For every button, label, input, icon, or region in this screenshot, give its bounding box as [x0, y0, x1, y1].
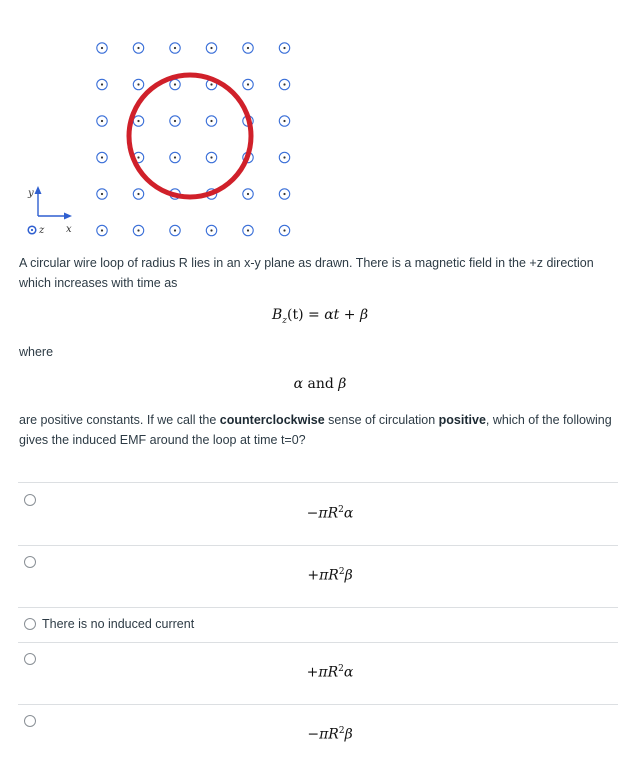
option-1-radio[interactable] — [24, 494, 36, 506]
field-out-of-page-icon — [97, 152, 107, 162]
option-3-radio[interactable] — [24, 618, 36, 630]
field-out-of-page-icon — [170, 79, 180, 89]
field-out-of-page-icon — [170, 225, 180, 235]
question-intro: A circular wire loop of radius R lies in an x-y plane as drawn. There is a magnetic field in the +z direction which increases with time as — [19, 256, 594, 290]
field-out-of-page-icon — [170, 152, 180, 162]
field-out-of-page-icon — [206, 225, 216, 235]
option-divider — [18, 642, 618, 643]
wire-loop — [129, 75, 251, 197]
field-out-of-page-icon — [133, 225, 143, 235]
field-out-of-page-icon — [206, 116, 216, 126]
field-out-of-page-icon — [279, 79, 289, 89]
field-out-of-page-icon — [170, 116, 180, 126]
field-out-of-page-icon — [279, 152, 289, 162]
option-2-formula: $+\pi R^2\beta$ — [307, 567, 353, 584]
option-divider — [18, 545, 618, 546]
field-out-of-page-icon — [243, 43, 253, 53]
field-out-of-page-icon — [279, 116, 289, 126]
field-out-of-page-icon — [97, 43, 107, 53]
field-out-of-page-icon — [97, 116, 107, 126]
axes-indicator — [27, 186, 72, 236]
field-out-of-page-icon — [170, 43, 180, 53]
field-out-of-page-icon — [133, 189, 143, 199]
field-out-of-page-icon — [206, 152, 216, 162]
field-out-of-page-icon — [206, 43, 216, 53]
option-1-formula: $-\pi R^2\alpha$ — [306, 505, 354, 522]
field-out-of-page-icon — [97, 225, 107, 235]
magnetic-field-figure — [22, 34, 312, 244]
option-divider — [18, 607, 618, 608]
field-out-of-page-icon — [133, 116, 143, 126]
option-5-radio[interactable] — [24, 715, 36, 727]
field-out-of-page-icon — [243, 225, 253, 235]
field-out-of-page-icon — [97, 79, 107, 89]
field-out-of-page-icon — [133, 79, 143, 89]
field-equation: $B_z(t) = \alpha t + \beta$ — [271, 307, 369, 326]
field-out-of-page-icon — [243, 79, 253, 89]
field-out-of-page-icon — [279, 43, 289, 53]
option-2-radio[interactable] — [24, 556, 36, 568]
where-label: where — [19, 345, 54, 359]
question-body: are positive constants. If we call the counterclockwise sense of circulation positive, which of the following gives the induced EMF around the loop at time t=0? — [19, 413, 612, 447]
option-5-formula: $-\pi R^2\beta$ — [307, 726, 353, 743]
field-out-of-page-icon — [279, 189, 289, 199]
field-out-of-page-icon — [279, 225, 289, 235]
constants-label: α and β — [293, 376, 347, 392]
field-out-of-page-icon — [133, 43, 143, 53]
field-out-of-page-icon — [97, 189, 107, 199]
field-dot-grid — [97, 43, 290, 236]
option-3-label[interactable]: There is no induced current — [42, 617, 195, 631]
axis-label-y: y — [28, 188, 34, 199]
option-4-radio[interactable] — [24, 653, 36, 665]
axis-label-x: x — [66, 224, 72, 235]
option-divider — [18, 482, 618, 483]
field-out-of-page-icon — [243, 189, 253, 199]
option-divider — [18, 704, 618, 705]
axis-label-z: z — [39, 225, 45, 236]
option-4-formula: $+\pi R^2\alpha$ — [306, 664, 354, 681]
